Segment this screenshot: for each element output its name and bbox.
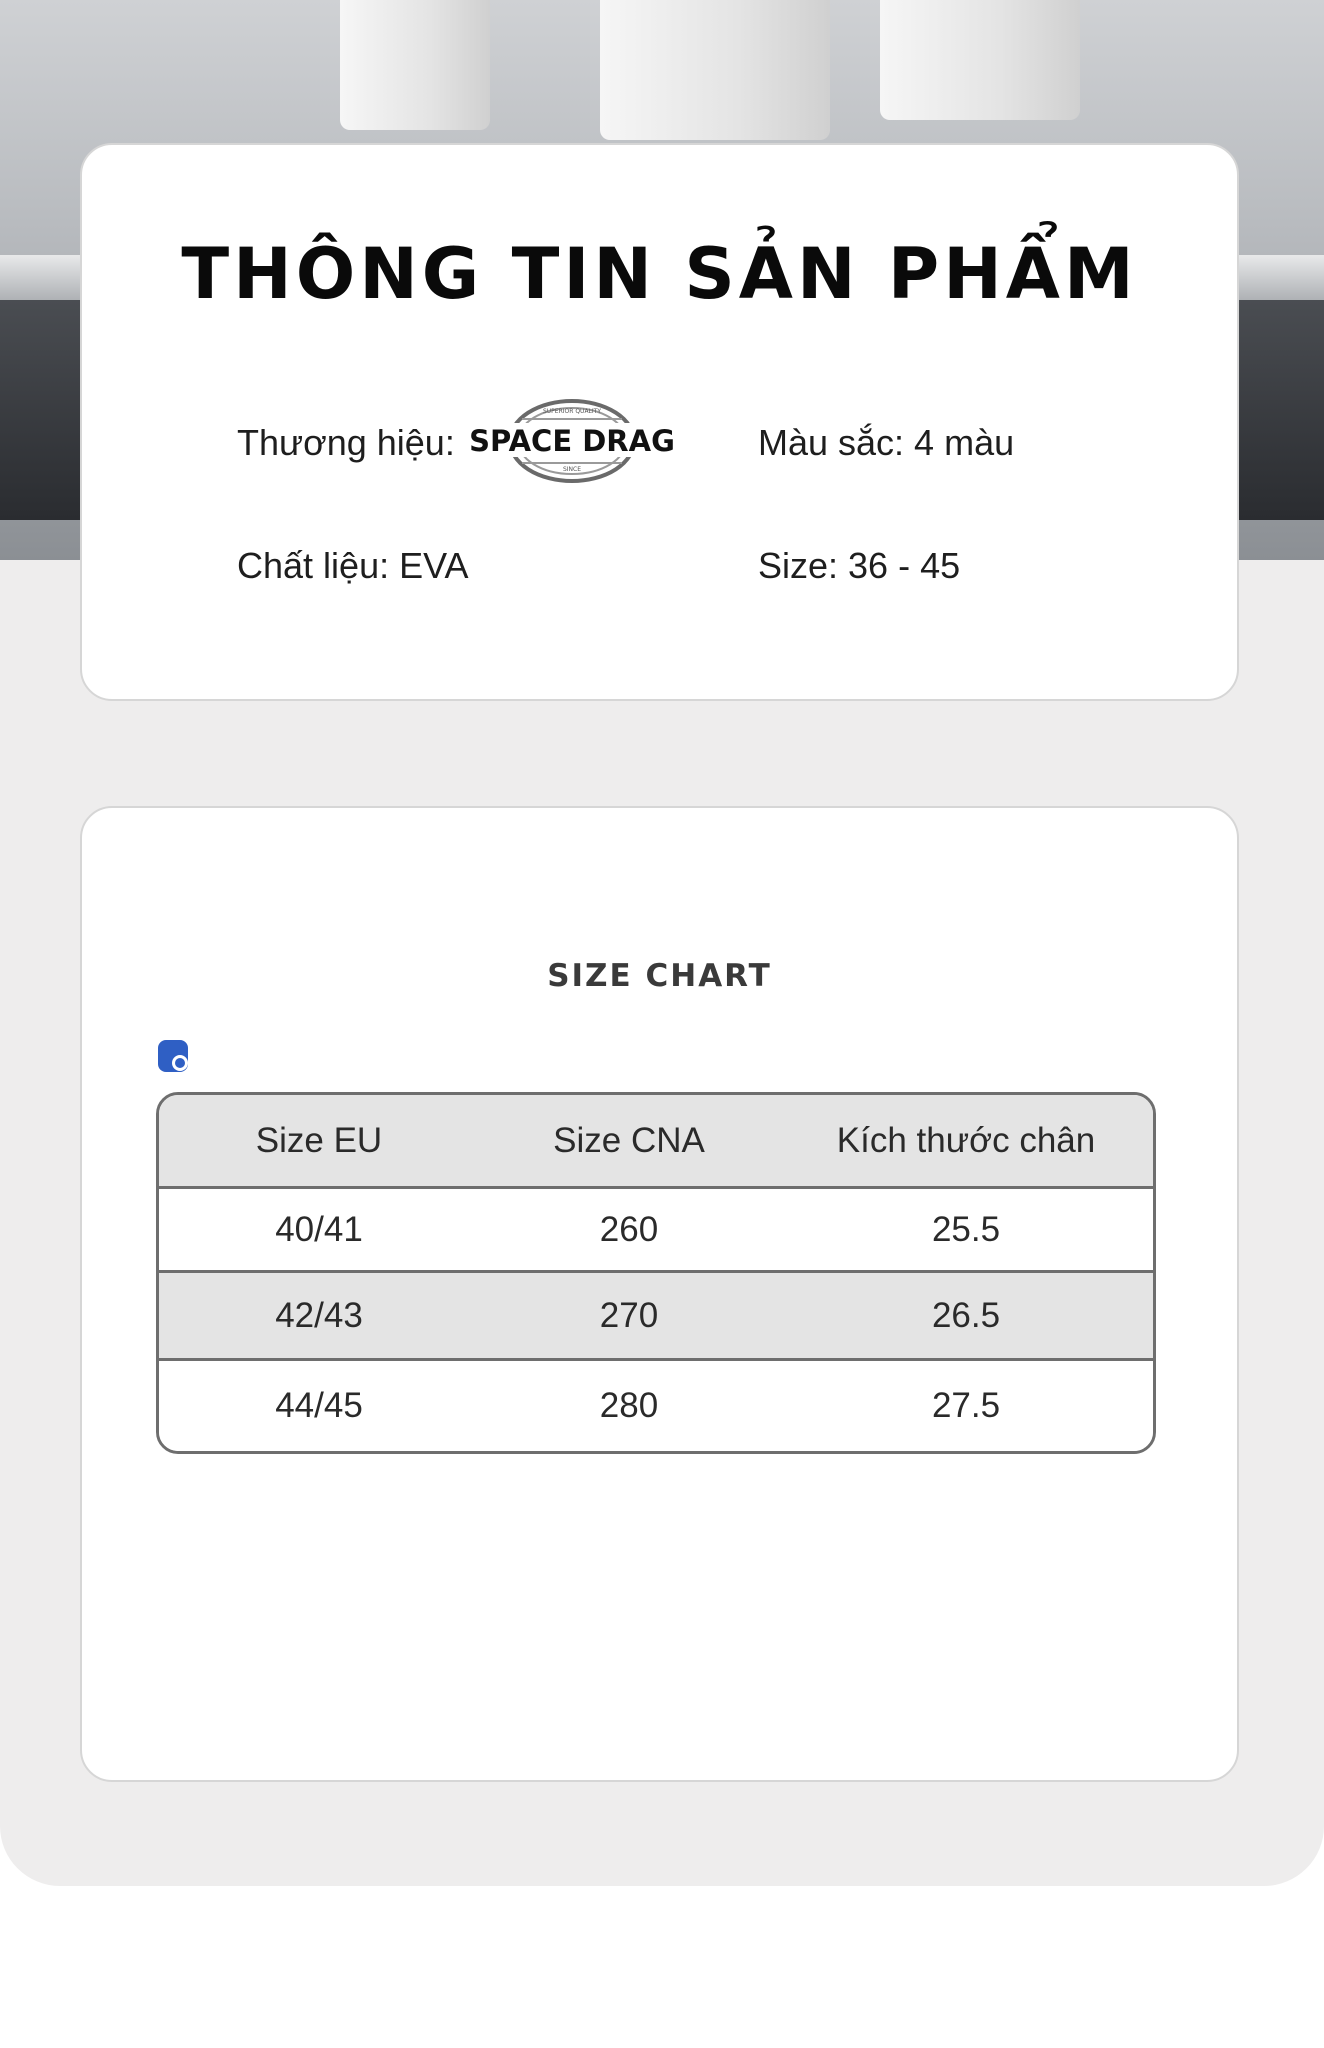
header-foot-length: Kích thước chân	[836, 1120, 1096, 1160]
svg-text:SUPERIOR QUALITY: SUPERIOR QUALITY	[542, 408, 602, 415]
cell-foot-length: 25.5	[931, 1209, 1001, 1249]
size-chart-title: SIZE CHART	[547, 958, 772, 994]
material-spec: Chất liệu: EVA	[237, 545, 469, 586]
cell-size-eu: 42/43	[275, 1295, 363, 1335]
table-row	[159, 1361, 1153, 1451]
brand-logo	[467, 395, 677, 487]
cell-size-cna: 260	[599, 1209, 659, 1249]
svg-text:SINCE: SINCE	[562, 466, 582, 473]
cell-foot-length: 27.5	[931, 1386, 1001, 1425]
brand-logo-text: SPACE DRAG	[469, 424, 675, 458]
color-spec: Màu sắc: 4 màu	[758, 422, 1015, 463]
size-table	[156, 1092, 1156, 1454]
table-row	[159, 1273, 1153, 1361]
product-info-card	[80, 143, 1239, 701]
cell-size-eu: 44/45	[275, 1386, 363, 1425]
cell-size-cna: 280	[599, 1386, 659, 1425]
cell-size-cna: 270	[599, 1295, 659, 1335]
page-title: THÔNG TIN SẢN PHẨM	[181, 233, 1138, 315]
header-size-cna: Size CNA	[553, 1120, 705, 1160]
table-header-row	[159, 1095, 1153, 1189]
brand-label: Thương hiệu:	[237, 422, 455, 463]
size-chart-card	[80, 806, 1239, 1782]
size-range-spec: Size: 36 - 45	[758, 545, 961, 586]
header-size-eu: Size EU	[255, 1120, 383, 1160]
cell-foot-length: 26.5	[931, 1295, 1001, 1335]
table-row	[159, 1189, 1153, 1273]
brand-badge-icon	[156, 1036, 196, 1076]
cell-size-eu: 40/41	[275, 1209, 363, 1249]
